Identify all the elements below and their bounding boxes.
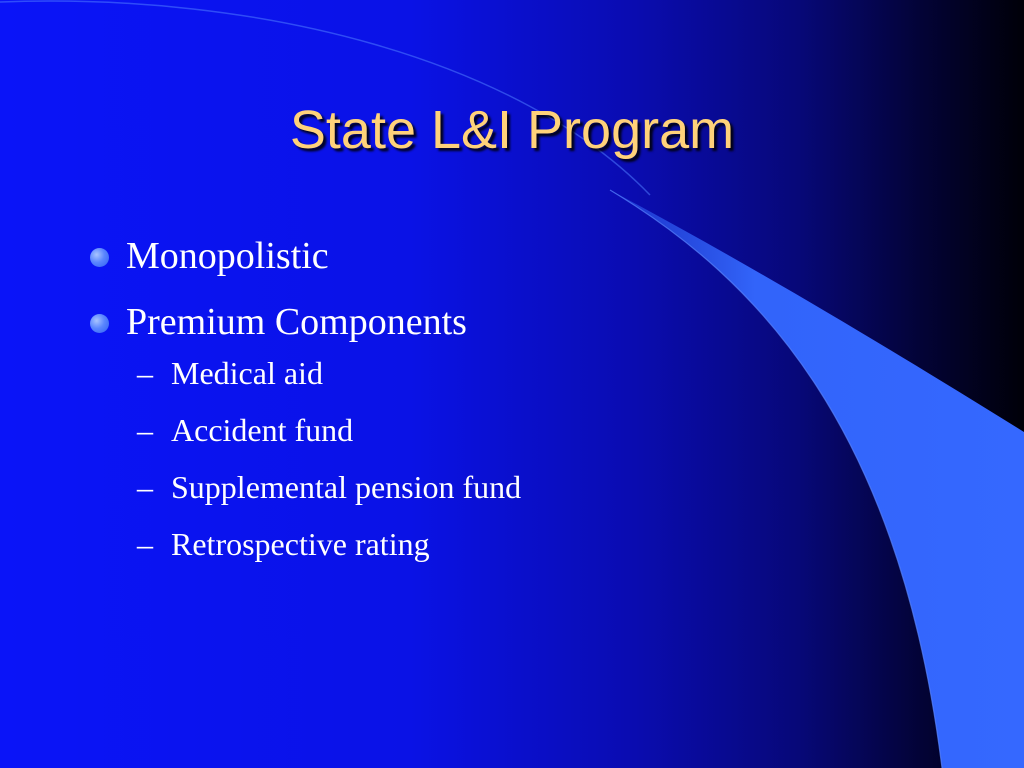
sub-bullet-text: Medical aid [171, 355, 323, 391]
sub-bullet-item-retrospective-rating [126, 523, 521, 565]
sub-bullet-item-medical-aid [126, 352, 521, 394]
slide-title: State L&I Program [289, 100, 735, 160]
swoosh-band [610, 190, 1024, 768]
sub-bullet-item-supplemental-pension-fund [126, 466, 521, 508]
bullet-dot-icon [90, 248, 109, 267]
bullet-dot-icon [90, 314, 109, 333]
dash-icon: – [137, 469, 153, 505]
dash-icon: – [137, 412, 153, 448]
sub-bullet-text: Retrospective rating [171, 526, 430, 562]
bullet-text: Monopolistic [126, 235, 329, 277]
sub-bullet-item-accident-fund [126, 409, 521, 451]
bullet-list [88, 232, 521, 583]
sub-bullet-text: Accident fund [171, 412, 354, 448]
dash-icon: – [137, 526, 153, 562]
bullet-text: Premium Components [126, 301, 467, 343]
sub-bullet-list [126, 352, 521, 565]
sub-bullet-text: Supplemental pension fund [171, 469, 522, 505]
bullet-item-premium-components [88, 298, 521, 565]
bullet-item-monopolistic [88, 232, 521, 280]
dash-icon: – [137, 355, 153, 391]
